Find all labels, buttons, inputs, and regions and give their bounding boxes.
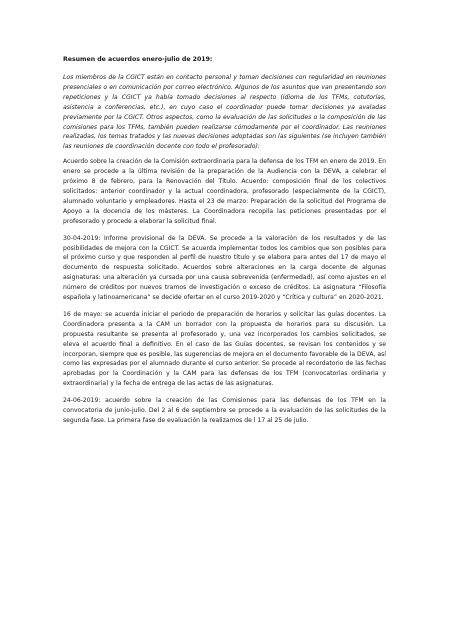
- intro-paragraph: Los miembros de la CGICT están en contacto personal y toman decisiones con regularidad en reuniones presenciales o en comunicación por correo electrónico. Algunos de los asuntos que van presentando son repeticiones y la CGICT ya había tomado decisiones al respecto (idioma de los TFMs, cotutorías, asistencia a conferencias, etc.), en cuyo caso el coordinador puede tomar decisiones ya avaladas previamente por la CGICT. Otros aspectos, como la evaluación de las solicitudes o la composición de las comisiones para los TFMs, también pueden realizarse cómodamente por el coordinador. Las reuniones realizadas, los temas tratados y las nuevas decisiones adoptadas son las siguientes (se incluyen también las reuniones de coordinación docente con todo el profesorado):: [63, 74, 386, 151]
- document-page: [63, 55, 386, 433]
- paragraph-january: Acuerdo sobre la creación de la Comisión extraordinaria para la defensa de los TFM en enero de 2019. En enero se procede a la última revisión de la preparación de la Audiencia con la DEVA, a celebrar el próximo 8 de febrero, para la Renovación del Título. Acuerdo: composición final de los colectivos solicitados: anterior coordinador y la actual coordinadora, profesorado (especialmente de la CGICT), alumnado voluntario y empleadores. Hasta el 23 de marzo: Preparación de la solicitud del Programa de Apoyo a la docencia de los másteres. La Coordinadora recopila las peticiones presentadas por el profesorado y procede a elaborar la solicitud final.: [63, 158, 386, 225]
- document-title: Resumen de acuerdos enero-julio de 2019:: [63, 56, 213, 63]
- paragraph-april: 30-04-2019: Informe provisional de la DEVA. Se procede a la valoración de los resultados y de las posibilidades de mejora con la CGICT. Se acuerda implementar todos los cambios que son posibles para el próximo curso y que responden al perfil de nuestro título y se elabora para antes del 17 de mayo el documento de respuesta solicitado. Acuerdos sobre alteraciones en la carga docente de algunas asignaturas: una alteración ya cursada por una causa sobrevenida (enfermedad), así como ajustes en el número de créditos por nuevos tramos de investigación o exceso de créditos. La asignatura “Filosofía española y latinoamericana” se decide ofertar en el curso 2019-2020 y “Crítica y cultura” en 2020-2021.: [63, 234, 386, 302]
- paragraph-may: 16 de mayo: se acuerda iniciar el periodo de preparación de horarios y solicitar las guías docentes. La Coordinadora presenta a la CAM un borrador con la propuesta de horarios para su discusión. La propuesta resultante se presenta al profesorado y, una vez incorporados los cambios solicitados, se eleva el acuerdo final a definitivo. En el caso de las Guías docentes, se revisan los contenidos y se incorporan, siempre que es posible, las sugerencias de mejora en el documento favorable de la DEVA, así como las expresadas por el alumnado durante el curso anterior. Se procede al recordatorio de las fechas aprobadas por la Coordinación y la CAM para las defensas de los TFM (convocatorias ordinaria y extraordinaria) y la fecha de entrega de las actas de las asignaturas.: [63, 310, 386, 388]
- paragraph-june: 24-06-2019: acuerdo sobre la creación de las Comisiones para las defensas de los TFM en la convocatoria de junio-julio. Del 2 al 6 de septiembre se procede a la evaluación de las solicitudes de la segunda fase. La primera fase de evaluación la realizamos de l 17 al 25 de julio.: [63, 397, 386, 424]
